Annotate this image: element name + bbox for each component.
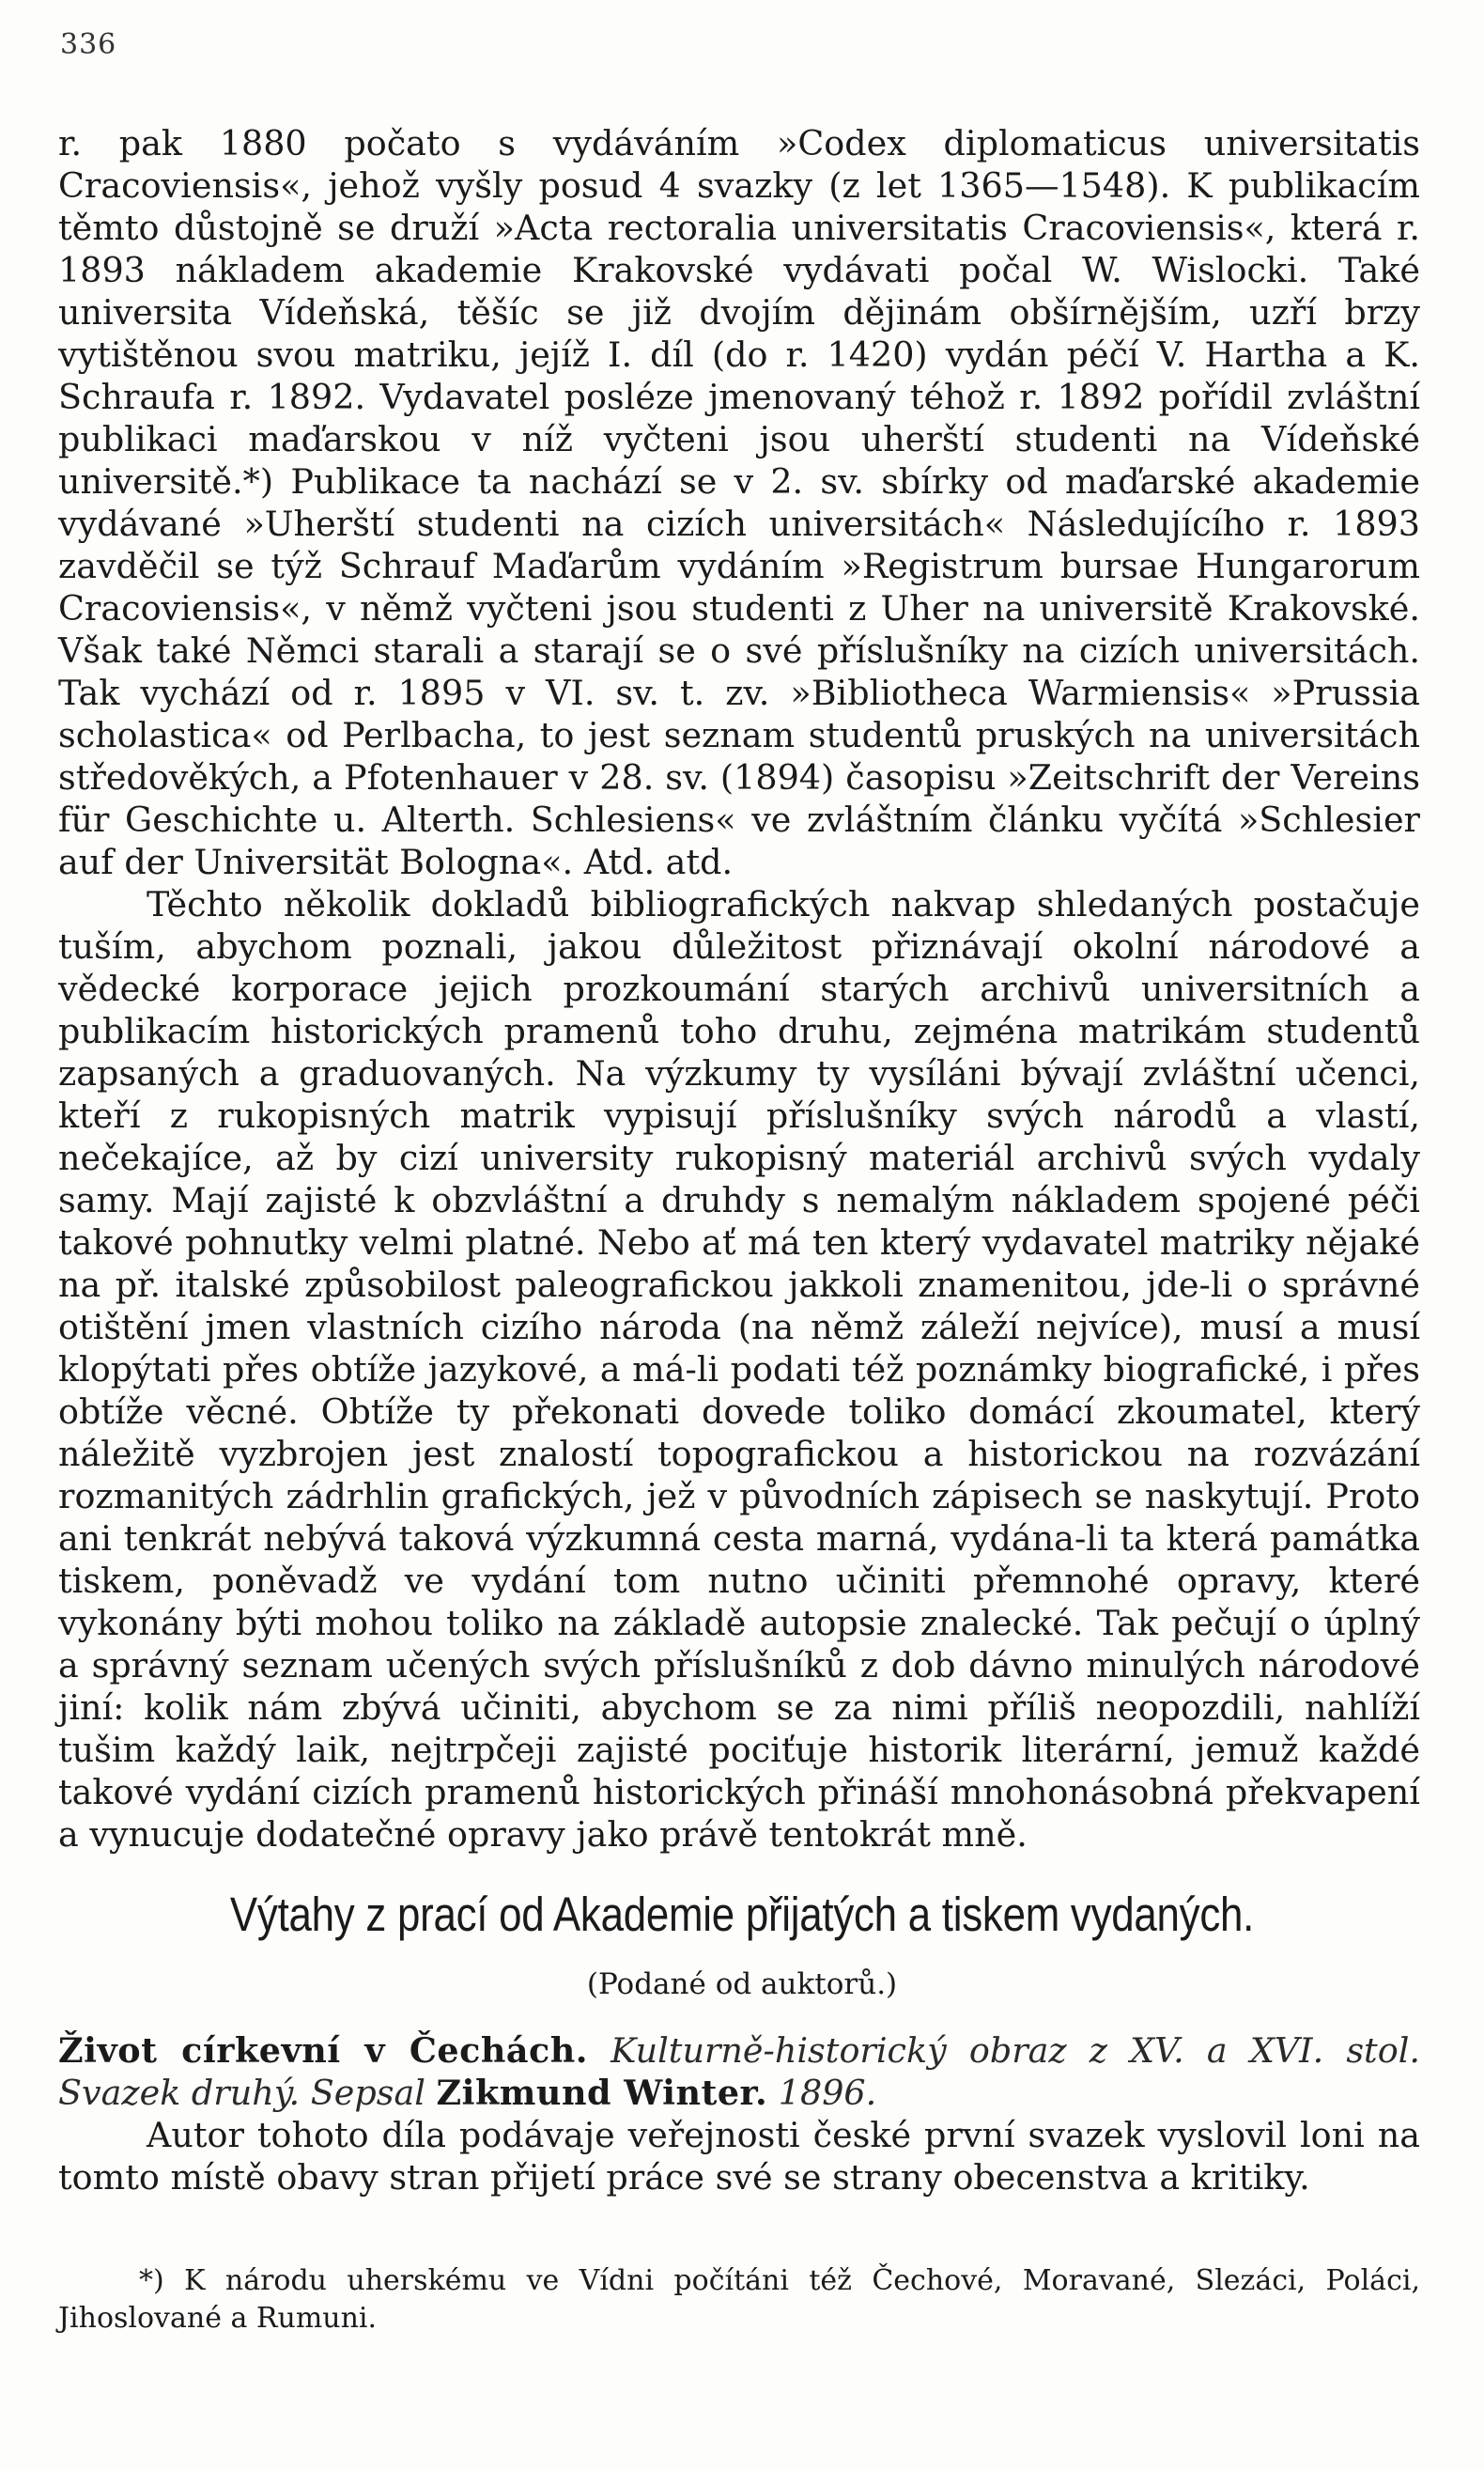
review-entry <box>58 2029 1420 2198</box>
review-header <box>58 2029 1420 2114</box>
footnote-text: *) K národu uherskému ve Vídni počítáni též Čechové, Moravané, Slezáci, Poláci, Jihoslované a Rumuni. <box>58 2264 1420 2335</box>
book-year: 1896. <box>778 2073 877 2113</box>
paragraph-1: r. pak 1880 počato s vydáváním »Codex diplomaticus universitatis Cracoviensis«, jehož vyšly posud 4 svazky (z let 1365—1548). K publikacím těmto důstojně se druží »Acta rectoralia universitatis Cracoviensis«, která r. 1893 nákladem akademie Krakovské vydávati počal W. Wislocki. Také universita Vídeňská, těšíc se již dvojím dějinám obšírnějším, uzří brzy vytištěnou svou matriku, jejíž I. díl (do r. 1420) vydán péčí V. Hartha a K. Schraufa r. 1892. Vydavatel posléze jmenovaný téhož r. 1892 pořídil zvláštní publikaci maďarskou v níž vyčteni jsou uherští studenti na Vídeňské universitě.*) Publikace ta nachází se v 2. sv. sbírky od maďarské akademie vydávané »Uherští studenti na cizích universitách« Následujícího r. 1893 zavděčil se týž Schrauf Maďarům vydáním »Registrum bursae Hungarorum Cracoviensis«, v němž vyčteni jsou studenti z Uher na universitě Krakovské. Však také Němci starali a starají se o své příslušníky na cizích universitách. Tak vychází od r. 1895 v VI. sv. t. zv. »Bibliotheca Warmiensis« »Prussia scholastica« od Perlbacha, to jest seznam studentů pruských na universitách středověkých, a Pfotenhauer v 28. sv. (1894) časopisu »Zeitschrift der Vereins für Geschichte u. Alterth. Schlesiens« ve zvláštním článku vyčítá »Schlesier auf der Universität Bologna«. Atd. atd. <box>58 123 1420 882</box>
page-number: 336 <box>60 28 117 61</box>
section-subheading: (Podané od auktorů.) <box>586 1967 898 2001</box>
book-author: Zikmund Winter. <box>436 2073 768 2113</box>
book-subtitle: Kulturně-historický obraz z XV. a XVI. stol. Svazek druhý. Sepsal <box>58 2030 1420 2113</box>
review-text: Autor tohoto díla podávaje veřejnosti české první svazek vyslovil loni na tomto místě obavy stran přijetí práce své se strany obecenstva a kritiky. <box>58 2115 1420 2198</box>
body-text <box>58 122 1420 1856</box>
section-heading: Výtahy z prací od Akademie přijatých a tiskem vydaných. <box>229 1887 1255 1941</box>
footnote <box>58 2262 1420 2338</box>
book-title: Život církevní v Čechách. <box>58 2030 588 2071</box>
paragraph-2: Těchto několik dokladů bibliografických nakvap shledaných postačuje tuším, abychom poznali, jakou důležitost přiznávají okolní národové a vědecké korporace jejich prozkoumání starých archivů universitních a publikacím historických pramenů toho druhu, zejména matrikám studentů zapsaných a graduovaných. Na výzkumy ty vysíláni bývají zvláštní učenci, kteří z rukopisných matrik vypisují příslušníky svých národů a vlastí, nečekajíce, až by cizí university rukopisný materiál archivů svých vydaly samy. Mají zajisté k obzvláštní a druhdy s nemalým nákladem spojené péči takové pohnutky velmi platné. Nebo ať má ten který vydavatel matriky nějaké na př. italské způsobilost paleografickou jakkoli znamenitou, jde-li o správné otištění jmen vlastních cizího národa (na němž záleží nejvíce), musí a musí klopýtati přes obtíže jazykové, a má-li podati též poznámky biografické, i přes obtíže věcné. Obtíže ty překonati dovede toliko domácí zkoumatel, který náležitě vyzbrojen jest znalostí topografickou a historickou na rozvázání rozmanitých zádrhlin grafických, jež v původních zápisech se naskytují. Proto ani tenkrát nebývá taková výzkumná cesta marná, vydána-li ta která památka tiskem, poněvadž ve vydání tom nutno učiniti přemnohé opravy, které vykonány býti mohou toliko na základě autopsie znalecké. Tak pečují o úplný a správný seznam učených svých příslušníků z dob dávno minulých národové jiní: kolik nám zbývá učiniti, abychom se za nimi příliš neopozdili, nahlíží tušim každý laik, nejtrpčeji zajisté pociťuje historik literární, jemuž každé takové vydání cizích pramenů historických přináší mnohonásobná překvapení a vynucuje dodatečné opravy jako právě tentokrát mně. <box>58 884 1420 1855</box>
